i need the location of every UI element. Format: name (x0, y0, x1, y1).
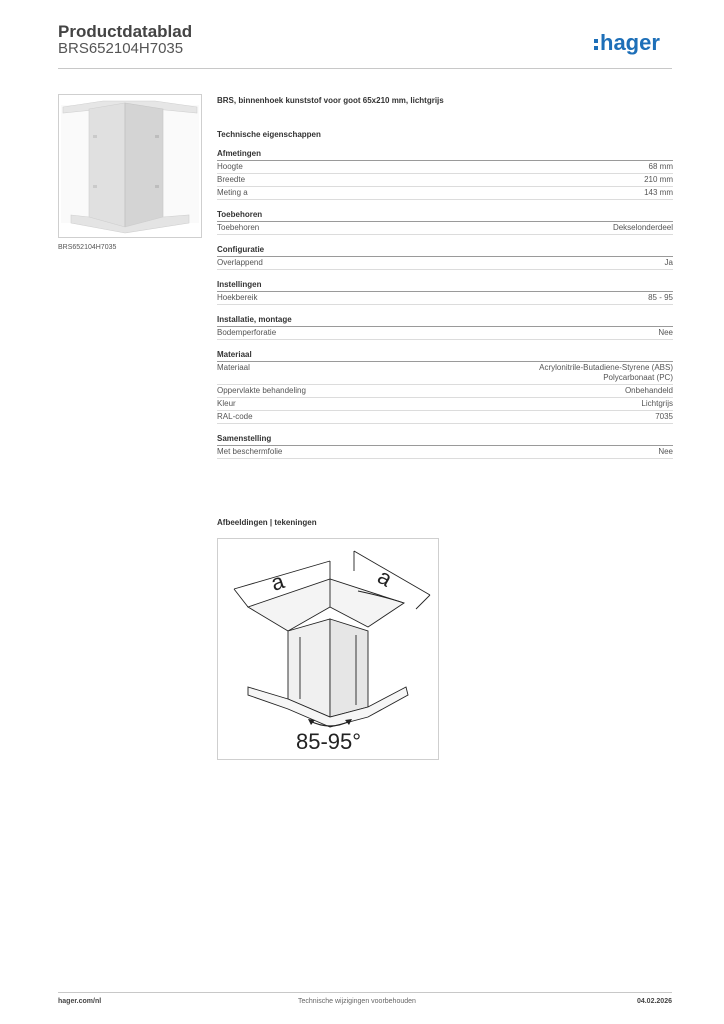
spec-row (217, 174, 673, 187)
spec-row (217, 398, 673, 411)
spec-row (217, 222, 673, 235)
spec-value (644, 188, 673, 198)
spec-value (658, 447, 673, 457)
spec-group-title: Samenstelling (217, 434, 673, 446)
footer-date: 04.02.2026 (636, 998, 672, 1005)
spec-value (648, 293, 673, 303)
spec-label: Hoogte (217, 162, 243, 171)
page-title: Productdatablad (58, 22, 193, 41)
spec-label: Kleur (217, 399, 236, 408)
spec-group-title: Afmetingen (217, 149, 673, 161)
spec-value (641, 399, 673, 409)
spec-value (649, 162, 673, 172)
spec-value-line: 210 mm (644, 175, 673, 184)
spec-value-line: Ja (664, 258, 673, 267)
spec-value-line: Onbehandeld (624, 386, 673, 395)
spec-value-line: Acrylonitrile-Butadiene-Styrene (ABS) (539, 363, 673, 372)
spec-row (217, 187, 673, 200)
product-code: BRS652104H7035 (58, 40, 184, 57)
spec-value (665, 258, 673, 268)
spec-value-line: Lichtgrijs (641, 399, 673, 408)
spec-row (217, 161, 673, 174)
spec-value (655, 412, 673, 422)
spec-row (217, 446, 673, 459)
spec-row (217, 257, 673, 270)
spec-label: Breedte (217, 175, 246, 184)
spec-value-line: 85 - 95 (648, 293, 673, 302)
spec-group-title: Configuratie (217, 245, 673, 257)
hager-logo (592, 28, 676, 58)
spec-label: Materiaal (217, 363, 250, 372)
spec-group-title: Installatie, montage (217, 315, 673, 327)
footer-website-link[interactable]: hager.com/nl (58, 998, 102, 1005)
product-description: BRS, binnenhoek kunststof voor goot 65x210 mm, lichtgrijs (217, 96, 444, 105)
spec-group-title: Toebehoren (217, 210, 673, 222)
footer-disclaimer: Technische wijzigingen voorbehouden (298, 998, 416, 1005)
spec-label: Toebehoren (217, 223, 260, 232)
spec-label: RAL-code (217, 412, 253, 421)
spec-label: Meting a (217, 188, 248, 197)
spec-row (217, 362, 673, 385)
dimension-label-left: a (267, 568, 288, 596)
spec-label: Hoekbereik (217, 293, 258, 302)
spec-group (217, 149, 673, 200)
spec-group-title: Materiaal (217, 350, 673, 362)
spec-value-line: 143 mm (644, 188, 673, 197)
spec-row (217, 411, 673, 424)
spec-label: Oppervlakte behandeling (217, 386, 306, 395)
technical-drawing (217, 538, 439, 760)
section-heading: Technische eigenschappen (217, 130, 321, 139)
spec-value-line: 68 mm (648, 162, 673, 171)
spec-value (539, 363, 673, 383)
header-divider (58, 68, 672, 69)
spec-value (658, 328, 673, 338)
spec-value (625, 386, 673, 396)
spec-label: Bodemperforatie (217, 328, 277, 337)
spec-value-line: Polycarbonaat (PC) (603, 373, 673, 382)
angle-label: 85-95° (296, 729, 362, 754)
spec-row (217, 327, 673, 340)
drawings-title: Afbeeldingen | tekeningen (217, 518, 317, 527)
spec-group (217, 315, 673, 340)
spec-value-line: Nee (658, 447, 673, 456)
spec-label: Met beschermfolie (217, 447, 283, 456)
logo-text: hager (600, 30, 660, 55)
dimension-label-right: a (373, 563, 397, 592)
product-image-caption: BRS652104H7035 (58, 244, 117, 251)
spec-group (217, 434, 673, 459)
footer-divider (58, 992, 672, 993)
spec-row (217, 385, 673, 398)
spec-group (217, 350, 673, 424)
product-image (58, 94, 202, 238)
spec-row (217, 292, 673, 305)
spec-group (217, 280, 673, 305)
spec-group (217, 210, 673, 235)
spec-value-line: 7035 (655, 412, 673, 421)
spec-group (217, 245, 673, 270)
spec-value-line: Nee (658, 328, 673, 337)
spec-label: Overlappend (217, 258, 263, 267)
spec-group-title: Instellingen (217, 280, 673, 292)
spec-value-line: Dekselonderdeel (612, 223, 673, 232)
specifications (217, 96, 673, 469)
spec-groups (217, 149, 673, 459)
spec-value (644, 175, 673, 185)
spec-value (613, 223, 673, 233)
